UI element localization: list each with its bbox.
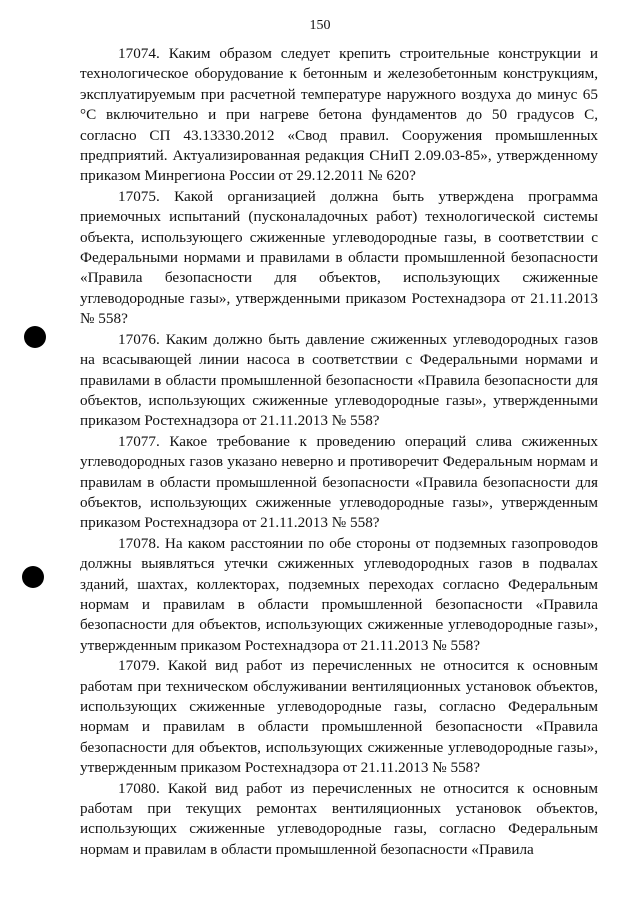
question-17074: 17074. Каким образом следует крепить строительные конструкции и технологическое оборудование к бетонным и железобетонным конструкциям, эксплуатируемым при расчетной температуре наружного воздуха до минус 65 °С включительно и при нагреве бетона фундаментов до 50 градусов С, согласно СП 43.13330.2012 «Свод правил. Сооружения промышленных предприятий. Актуализированная редакция СНиП 2.09.03-85», утвержденному приказом Минрегиона России от 29.12.2011 № 620? <box>80 45 598 185</box>
page-number: 150 <box>309 18 331 33</box>
question-17077: 17077. Какое требование к проведению операций слива сжиженных углеводородных газов указано неверно и противоречит Федеральным нормам и правилам в области промышленной безопасности «Правила безопасности для объектов, использующих сжиженные углеводородные газы», утвержденным приказом Ростехнадзора от 21.11.2013 № 558? <box>80 432 598 532</box>
question-17079: 17079. Какой вид работ из перечисленных не относится к основным работам при техническом обслуживании вентиляционных установок объектов, использующих сжиженные углеводородные газы, согласно Федеральным нормам и правилам в области промышленной безопасности «Правила безопасности для объектов, использующих сжиженные углеводородные газы», утвержденным приказом Ростехнадзора от 21.11.2013 № 558? <box>80 657 598 777</box>
question-17080: 17080. Какой вид работ из перечисленных не относится к основным работам при текущих ремонтах вентиляционных установок объектов, использующих сжиженные углеводородные газы, согласно Федеральным нормам и правилам в области промышленной безопасности «Правила <box>80 779 598 858</box>
question-17076: 17076. Каким должно быть давление сжиженных углеводородных газов на всасывающей линии насоса в соответствии с Федеральными нормами и правилами в области промышленной безопасности «Правила безопасности для объектов, использующих сжиженные углеводородные газы», утвержденными приказом Ростехнадзора от 21.11.2013 № 558? <box>80 330 598 430</box>
document-body <box>80 44 598 860</box>
question-17075: 17075. Какой организацией должна быть утверждена программа приемочных испытаний (пусконаладочных работ) технологической системы объекта, использующего сжиженные углеводородные газы, в соответствии с Федеральными нормами и правилами в области промышленной безопасности «Правила безопасности для объектов, использующих сжиженные углеводородные газы», утвержденными приказом Ростехнадзора от 21.11.2013 № 558? <box>80 187 598 328</box>
question-17078: 17078. На каком расстоянии по обе стороны от подземных газопроводов должны выявляться утечки сжиженных углеводородных газов в подвалах зданий, шахтах, коллекторах, подземных переходах согласно Федеральным нормам и правилам в области промышленной безопасности «Правила безопасности для объектов, использующих сжиженные углеводородные газы», утвержденным приказом Ростехнадзора от 21.11.2013 № 558? <box>80 534 598 654</box>
punch-hole-mark <box>24 326 46 348</box>
punch-hole-mark <box>22 566 44 588</box>
